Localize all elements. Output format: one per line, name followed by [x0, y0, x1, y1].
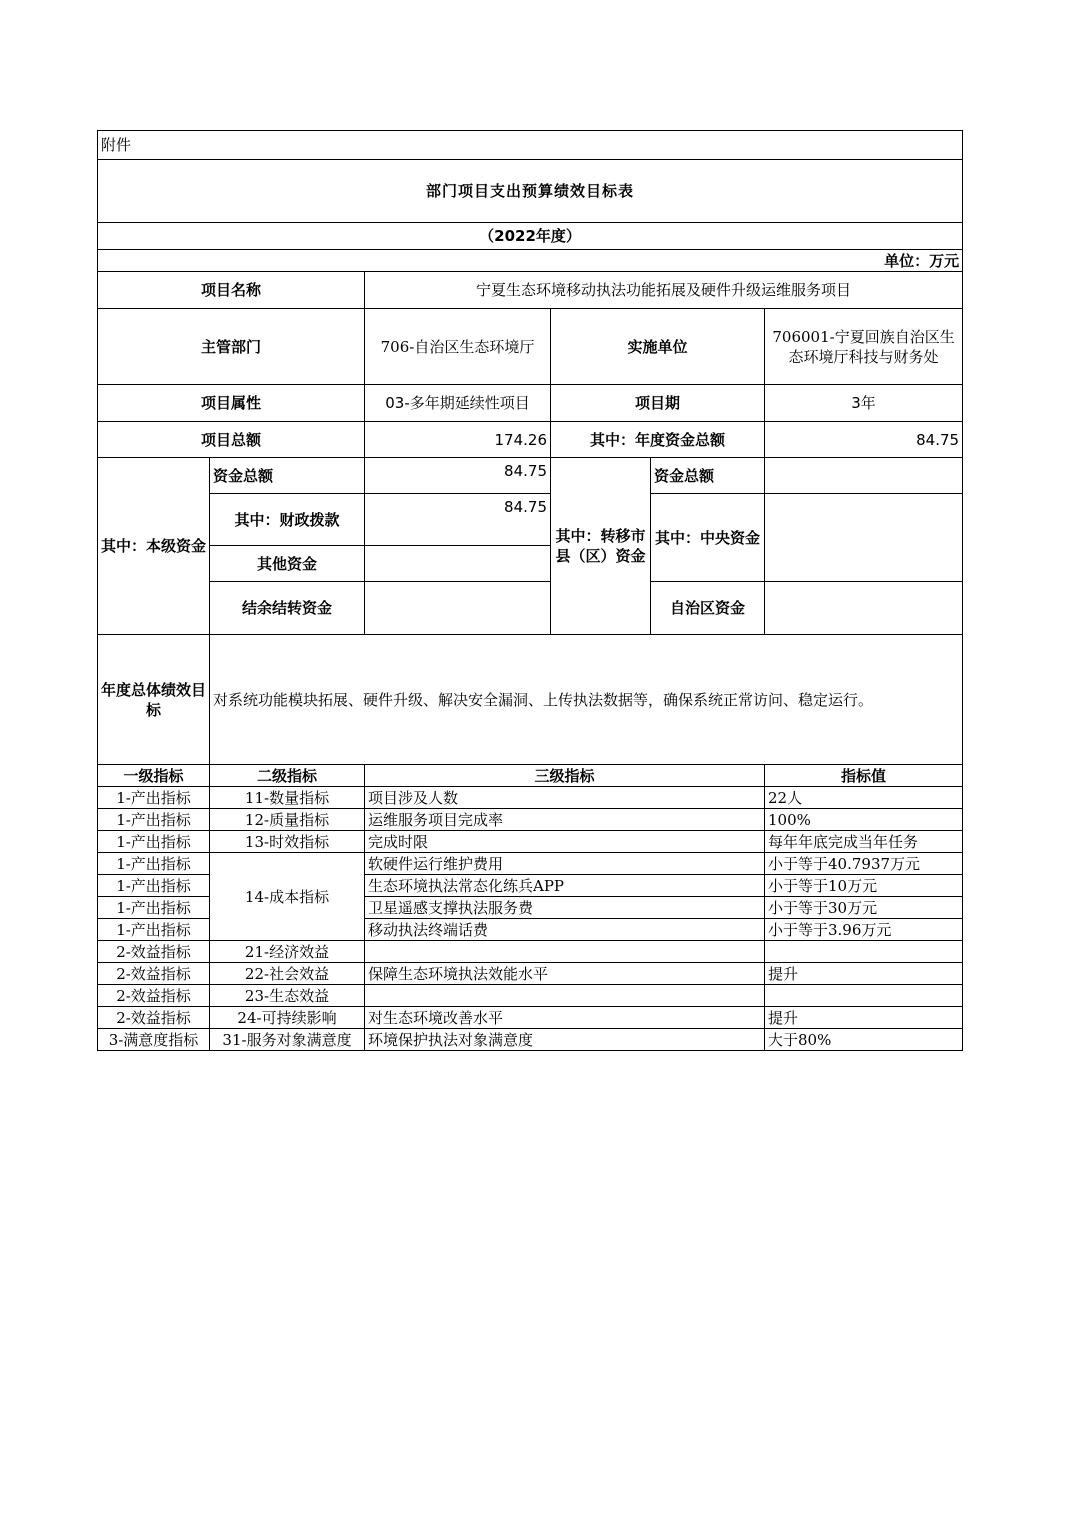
l2-cell: 23-生态效益: [210, 985, 365, 1007]
unit-label: 单位：万元: [98, 250, 963, 272]
other-funds-value: [365, 546, 551, 582]
l1-cell: 1-产出指标: [98, 787, 210, 809]
value-cell: 小于等于3.96万元: [765, 919, 963, 941]
dept-label: 主管部门: [98, 309, 365, 385]
l2-cell: 11-数量指标: [210, 787, 365, 809]
l1-cell: 2-效益指标: [98, 1007, 210, 1029]
l1-cell: 3-满意度指标: [98, 1029, 210, 1051]
value-cell: [765, 941, 963, 963]
transfer-funds-label: 其中：转移市县（区）资金: [551, 458, 651, 635]
table-row: [98, 831, 963, 853]
value-cell: 小于等于40.7937万元: [765, 853, 963, 875]
other-funds-label: 其他资金: [210, 546, 365, 582]
table-row: [98, 941, 963, 963]
l2-cell: 12-质量指标: [210, 809, 365, 831]
l1-cell: 2-效益指标: [98, 941, 210, 963]
fiscal-value: 84.75: [365, 494, 551, 546]
year-label: （2022年度）: [98, 223, 963, 250]
l3-cell: 卫星遥感支撑执法服务费: [365, 897, 765, 919]
l1-cell: 1-产出指标: [98, 875, 210, 897]
col-header-value: 指标值: [765, 765, 963, 787]
table-row: [98, 1029, 963, 1051]
l1-cell: 1-产出指标: [98, 919, 210, 941]
l3-cell: [365, 941, 765, 963]
impl-value: 706001-宁夏回族自治区生态环境厅科技与财务处: [765, 309, 963, 385]
l1-cell: 2-效益指标: [98, 963, 210, 985]
project-name-value: 宁夏生态环境移动执法功能拓展及硬件升级运维服务项目: [365, 272, 963, 309]
central-funds-label: 其中：中央资金: [651, 494, 765, 582]
performance-target-table: [97, 130, 963, 1051]
table-row: [98, 853, 963, 875]
l1-cell: 1-产出指标: [98, 809, 210, 831]
l1-cell: 2-效益指标: [98, 985, 210, 1007]
fund-total-value: 84.75: [365, 458, 551, 494]
l1-cell: 1-产出指标: [98, 897, 210, 919]
l2-cell: 24-可持续影响: [210, 1007, 365, 1029]
l3-cell: 运维服务项目完成率: [365, 809, 765, 831]
table-row: [98, 809, 963, 831]
l3-cell: 移动执法终端话费: [365, 919, 765, 941]
l3-cell: 项目涉及人数: [365, 787, 765, 809]
l3-cell: 生态环境执法常态化练兵APP: [365, 875, 765, 897]
table-row: [98, 787, 963, 809]
attr-label: 项目属性: [98, 385, 365, 422]
impl-label: 实施单位: [551, 309, 765, 385]
value-cell: 提升: [765, 963, 963, 985]
value-cell: 小于等于30万元: [765, 897, 963, 919]
period-label: 项目期: [551, 385, 765, 422]
value-cell: [765, 985, 963, 1007]
attachment-label: 附件: [98, 131, 963, 160]
local-funds-label: 其中：本级资金: [98, 458, 210, 635]
value-cell: 提升: [765, 1007, 963, 1029]
col-header-l1: 一级指标: [98, 765, 210, 787]
transfer-total-label: 资金总额: [651, 458, 765, 494]
l3-cell: 对生态环境改善水平: [365, 1007, 765, 1029]
period-value: 3年: [765, 385, 963, 422]
page-title: 部门项目支出预算绩效目标表: [98, 160, 963, 223]
l1-cell: 1-产出指标: [98, 853, 210, 875]
goal-label: 年度总体绩效目标: [98, 635, 210, 765]
region-funds-label: 自治区资金: [651, 582, 765, 635]
annual-label: 其中：年度资金总额: [551, 422, 765, 458]
annual-value: 84.75: [765, 422, 963, 458]
goal-text: 对系统功能模块拓展、硬件升级、解决安全漏洞、上传执法数据等，确保系统正常访问、稳定运行。: [210, 635, 963, 765]
total-value: 174.26: [365, 422, 551, 458]
central-funds-value: [765, 494, 963, 582]
l3-cell: 软硬件运行维护费用: [365, 853, 765, 875]
project-name-label: 项目名称: [98, 272, 365, 309]
table-row: [98, 963, 963, 985]
col-header-l3: 三级指标: [365, 765, 765, 787]
l3-cell: [365, 985, 765, 1007]
carry-funds-label: 结余结转资金: [210, 582, 365, 635]
attr-value: 03-多年期延续性项目: [365, 385, 551, 422]
fiscal-label: 其中：财政拨款: [210, 494, 365, 546]
value-cell: 22人: [765, 787, 963, 809]
value-cell: 大于80%: [765, 1029, 963, 1051]
fund-total-label: 资金总额: [210, 458, 365, 494]
l3-cell: 环境保护执法对象满意度: [365, 1029, 765, 1051]
l2-cell: 13-时效指标: [210, 831, 365, 853]
l2-cell: 21-经济效益: [210, 941, 365, 963]
carry-funds-value: [365, 582, 551, 635]
total-label: 项目总额: [98, 422, 365, 458]
value-cell: 小于等于10万元: [765, 875, 963, 897]
dept-value: 706-自治区生态环境厅: [365, 309, 551, 385]
l2-cell: 31-服务对象满意度: [210, 1029, 365, 1051]
table-row: [98, 985, 963, 1007]
value-cell: 100%: [765, 809, 963, 831]
l1-cell: 1-产出指标: [98, 831, 210, 853]
table-row: [98, 1007, 963, 1029]
region-funds-value: [765, 582, 963, 635]
l3-cell: 保障生态环境执法效能水平: [365, 963, 765, 985]
l3-cell: 完成时限: [365, 831, 765, 853]
l2-cell-cost: 14-成本指标: [210, 853, 365, 941]
col-header-l2: 二级指标: [210, 765, 365, 787]
transfer-total-value: [765, 458, 963, 494]
l2-cell: 22-社会效益: [210, 963, 365, 985]
value-cell: 每年年底完成当年任务: [765, 831, 963, 853]
